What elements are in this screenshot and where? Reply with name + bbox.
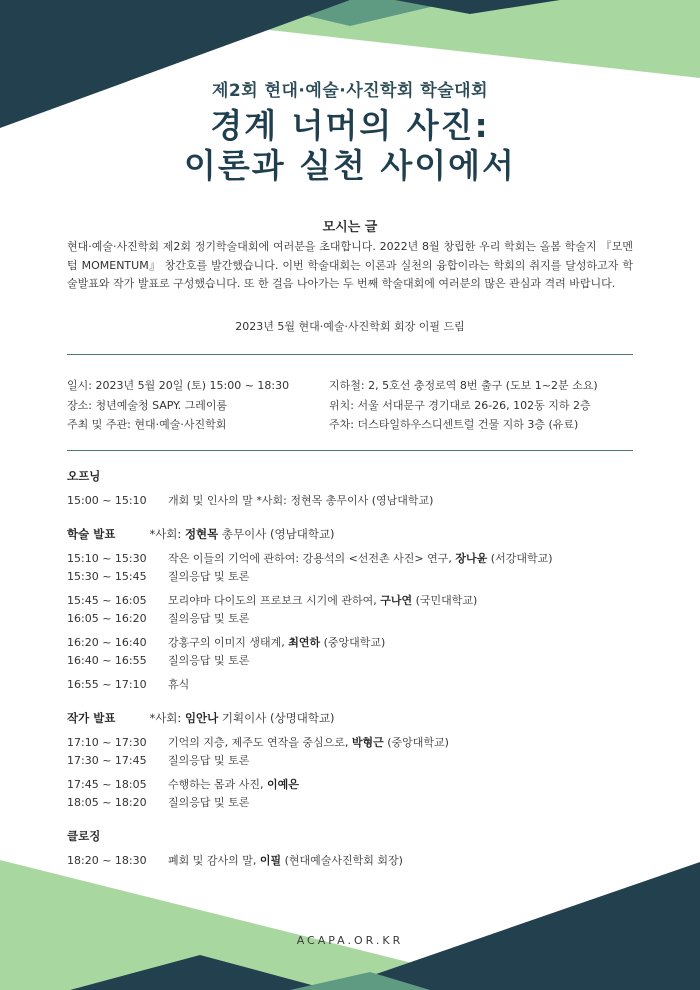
schedule-row: [67, 592, 657, 610]
schedule-row: [67, 752, 657, 770]
schedule-text: 질의응답 및 토론: [168, 796, 250, 809]
speaker-name: 이필: [259, 854, 282, 867]
info-subway: 지하철: 2, 5호선 충정로역 8번 출구 (도보 1~2분 소요): [329, 379, 598, 392]
speaker-affiliation: (중앙대학교): [320, 636, 386, 649]
schedule-text: 질의응답 및 토론: [168, 612, 250, 625]
divider-bottom: [67, 450, 633, 451]
event-title: [0, 106, 700, 186]
schedule-row: [67, 652, 657, 670]
speaker-affiliation: (중앙대학교): [383, 736, 449, 749]
schedule-time: 16:05 ~ 16:20: [67, 612, 147, 625]
schedule-row: [67, 550, 657, 568]
divider-top: [67, 354, 633, 355]
section-label: 학술 발표: [67, 527, 116, 541]
schedule-text: 질의응답 및 토론: [168, 754, 250, 767]
schedule-row: [67, 492, 657, 510]
section-opening-heading: 오프닝: [67, 469, 101, 483]
section-label: 작가 발표: [67, 711, 116, 725]
speaker-name: 이예은: [267, 778, 299, 791]
schedule-row: [67, 634, 657, 652]
schedule-row: [67, 568, 657, 586]
speaker-name: 박형근: [351, 736, 384, 749]
schedule-row: [67, 610, 657, 628]
title-line-2: 이론과 실천 사이에서: [184, 146, 516, 185]
title-line-1: 경계 너머의 사진:: [210, 106, 490, 145]
schedule-time: 16:40 ~ 16:55: [67, 654, 147, 667]
schedule-row: [67, 794, 657, 812]
info-row: [67, 376, 647, 396]
talk-title: 수행하는 몸과 사진,: [168, 778, 267, 791]
info-parking: 주차: 더스타일하우스디센트럴 건물 지하 3층 (유료): [329, 418, 579, 431]
program-schedule: [67, 466, 657, 870]
schedule-time: 17:30 ~ 17:45: [67, 754, 147, 767]
invitation-heading: 모시는 글: [322, 220, 378, 235]
info-venue: 장소: 청년예술청 SAPY. 그레이룸: [67, 398, 228, 412]
schedule-time: 16:55 ~ 17:10: [67, 678, 147, 691]
schedule-row: [67, 734, 657, 752]
talk-title: 기억의 지층, 제주도 연작을 중심으로,: [168, 736, 352, 749]
speaker-affiliation: (서강대학교): [487, 552, 553, 565]
section-closing-heading: 클로징: [67, 829, 101, 843]
moderator-role: 총무이사 (영남대학교): [218, 527, 335, 541]
schedule-time: 17:10 ~ 17:30: [67, 736, 147, 749]
moderator-role: 기획이사 (상명대학교): [218, 711, 335, 725]
schedule-text: 휴식: [168, 678, 190, 691]
speaker-name: 장나윤: [455, 552, 488, 565]
schedule-time: 15:00 ~ 15:10: [67, 494, 147, 507]
speaker-name: 구나연: [380, 594, 413, 607]
moderator-name: 임안나: [184, 711, 219, 725]
schedule-row: [67, 852, 657, 870]
schedule-text: 폐회 및 감사의 말,: [168, 854, 260, 867]
info-row: [67, 396, 647, 416]
schedule-text: 질의응답 및 토론: [168, 654, 250, 667]
moderator-name: 정현목: [184, 527, 219, 541]
moderator: [149, 527, 334, 541]
schedule-time: 17:45 ~ 18:05: [67, 778, 147, 791]
schedule-time: 18:05 ~ 18:20: [67, 796, 147, 809]
moderator-prefix: *사회:: [149, 711, 185, 725]
section-artist-heading: [67, 708, 657, 728]
schedule-time: 15:45 ~ 16:05: [67, 594, 147, 607]
talk-title: 강홍구의 이미지 생태계,: [168, 636, 289, 649]
invitation-signature: 2023년 5월 현대·예술·사진학회 회장 이필 드림: [235, 320, 465, 333]
schedule-time: 18:20 ~ 18:30: [67, 854, 147, 867]
speaker-name: 최연하: [288, 636, 321, 649]
schedule-time: 16:20 ~ 16:40: [67, 636, 147, 649]
schedule-row: [67, 776, 657, 794]
info-location: 위치: 서울 서대문구 경기대로 26-26, 102동 지하 2층: [329, 398, 591, 412]
schedule-text: 질의응답 및 토론: [168, 570, 250, 583]
event-subtitle: 제2회 현대·예술·사진학회 학술대회: [212, 81, 488, 101]
talk-title: 작은 이들의 기억에 관하여: 강용석의 <선전촌 사진> 연구,: [168, 552, 456, 565]
moderator: [149, 711, 334, 725]
section-academic-heading: [67, 524, 657, 544]
speaker-affiliation: (국민대학교): [412, 594, 478, 607]
event-info: [67, 376, 647, 435]
schedule-time: 15:10 ~ 15:30: [67, 552, 147, 565]
website-url: ACAPA.OR.KR: [296, 934, 404, 947]
moderator-prefix: *사회:: [149, 527, 185, 541]
info-host: 주최 및 주관: 현대·예술·사진학회: [67, 418, 227, 431]
schedule-text: 개회 및 인사의 말 *사회: 정현목 총무이사 (영남대학교): [168, 494, 434, 507]
talk-title: 모리야마 다이도의 프로보크 시기에 관하여,: [168, 594, 381, 607]
invitation-body: 현대·예술·사진학회 제2회 정기학술대회에 여러분을 초대합니다. 2022년 8월 창립한 우리 학회는 올봄 학술지 『모멘텀 MOMENTUM』 창간호를 발간했습니다. 이번 학술대회는 이론과 실천의 융합이라는 학회의 취지를 달성하고자 학술발표와 작가 발표로 구성했습니다. 또 한 걸음 나아가는 두 번째 학술대회에 여러분의 많은 관심과 격려 바랍니다.: [67, 240, 633, 290]
info-row: [67, 415, 647, 435]
speaker-affiliation: (현대예술사진학회 회장): [281, 854, 403, 867]
schedule-time: 15:30 ~ 15:45: [67, 570, 147, 583]
info-date: 일시: 2023년 5월 20일 (토) 15:00 ~ 18:30: [67, 379, 290, 392]
schedule-row: [67, 676, 657, 694]
